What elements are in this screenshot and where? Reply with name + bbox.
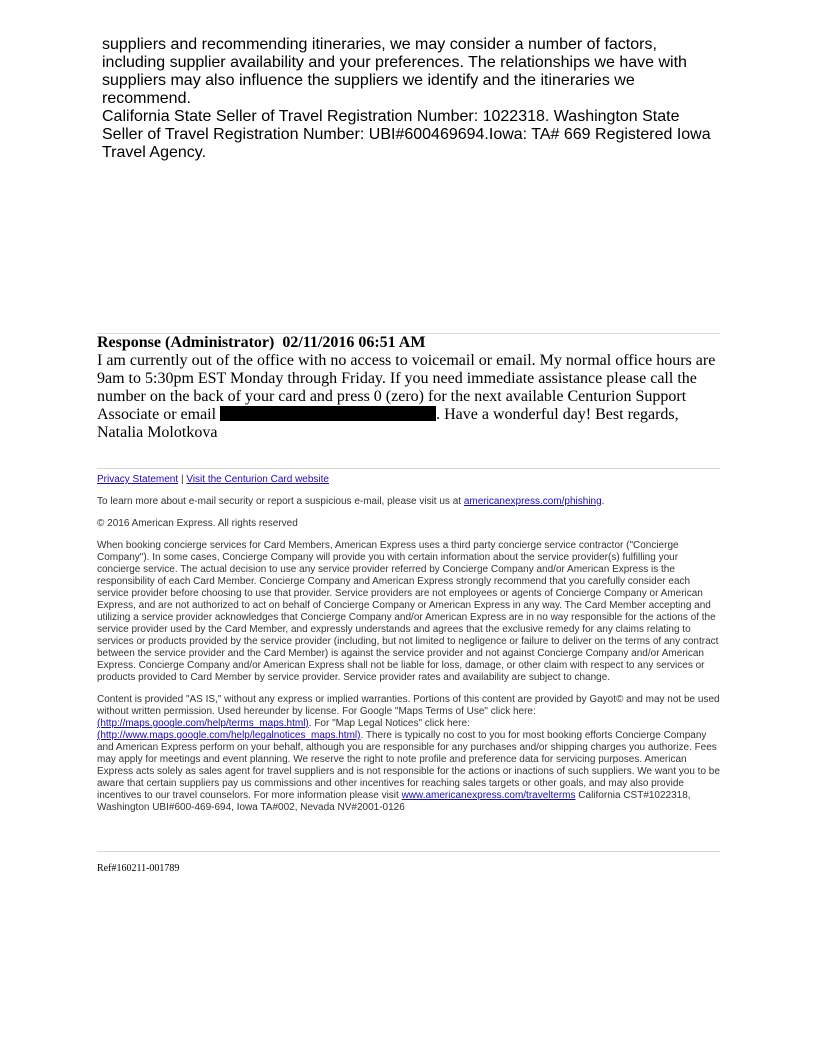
travelterms-link[interactable]: www.americanexpress.com/travelterms — [401, 790, 576, 801]
privacy-statement-link[interactable]: Privacy Statement — [97, 474, 179, 485]
response-header — [97, 334, 722, 352]
response-date: 02/11/2016 06:51 AM — [282, 334, 426, 351]
response-author: Response (Administrator) — [97, 334, 275, 351]
disclaimer-text-1: Content is provided "AS IS," without any express or implied warranties. Portions of this content are provided by Gayot© and may not be used without written permission. Used hereunder by license. For Google "Maps Terms of Use" click here: — [97, 694, 720, 717]
footer-links — [97, 474, 722, 486]
security-end: . — [601, 496, 605, 507]
response-body-closing: . Have a wonderful day! Best regards, Natalia Molotkova — [97, 406, 679, 441]
footer — [97, 474, 722, 824]
phishing-link[interactable]: americanexpress.com/phishing — [463, 496, 602, 507]
response-block — [97, 334, 722, 442]
security-text: To learn more about e-mail security or report a suspicious e-mail, please visit us at — [97, 496, 462, 507]
reference-number: Ref#160211-001789 — [97, 863, 180, 874]
response-body-text: I am currently out of the office with no access to voicemail or email. My normal office hours are 9am to 5:30pm EST Monday through Friday. If you need immediate assistance please call the number on the back of your card and press 0 (zero) for the next available Centurion Support Associate or email — [97, 352, 716, 423]
divider-bottom — [97, 851, 720, 852]
copyright: © 2016 American Express. All rights reserved — [97, 518, 298, 529]
redacted-email — [220, 406, 436, 421]
centurion-card-link[interactable]: Visit the Centurion Card website — [186, 474, 329, 485]
security-notice — [97, 496, 722, 508]
maps-terms-link[interactable]: (http://maps.google.com/help/terms_maps.html) — [97, 718, 309, 729]
disclaimer-text-3: . There is typically no cost to you for most booking efforts Concierge Company and American Express perform on your behalf, although you are responsible for any purchases and/or shipping charges you authorize. Fees may apply for meetings and event planning. We reserve the right to note profile and preference data for servicing purposes. American Express acts solely as sales agent for travel suppliers and is not responsible for the actions or inactions of such suppliers. We want you to be aware that certain suppliers pay us commissions and other incentives for reaching sales targets or other goals, and may also provide incentives to our travel counselors. For more information please visit — [97, 730, 720, 801]
concierge-disclaimer: When booking concierge services for Card Members, American Express uses a third party concierge service contractor ("Concierge Company"). In some cases, Concierge Company will provide you with certain information about the service provider(s) fulfilling your concierge service. The actual decision to use any service provider referred by Concierge Company and/or American Express is the responsibility of each Card Member. Concierge Company and American Express strongly recommend that you carefully consider each service provider before choosing to use that provider. Service providers are not employees or agents of Concierge Company or American Express, and are not authorized to act on behalf of Concierge Company or American Express in any way. The Card Member accepting and utilizing a service provider acknowledges that Concierge Company and/or American Express are in no way responsible for the actions of the service provider used by the Card Member, and expressly understands and agrees that the exclusive remedy for any claims relating to services or products provided by the service provider (including, but not limited to negligence or failure to deliver on the terms of any contract between the service provider and the Card Member) is against the service provider and not against Concierge Company and/or American Express. Concierge Company and/or American Express shall not be liable for loss, damage, or other claim with respect to any services or products provided to Card Member by service provider. Service provider rates and availability are subject to change. — [97, 540, 719, 683]
intro-paragraph-suppliers: suppliers and recommending itineraries, we may consider a number of factors, including supplier availability and your preferences. The relationships we have with suppliers may also influence the suppliers we identify and the itineraries we recommend. — [102, 36, 687, 107]
response-body — [97, 352, 722, 442]
disclaimer-text-2: . For "Map Legal Notices" click here: — [308, 718, 470, 729]
intro-paragraph-registration: California State Seller of Travel Registration Number: 1022318. Washington State Seller of Travel Registration Number: UBI#600469694.Iowa: TA# 669 Registered Iowa Travel Agency. — [102, 108, 711, 161]
disclaimer-text-4: California CST#1022318, Washington UBI#600-469-694, Iowa TA#002, Nevada NV#2001-0126 — [97, 790, 691, 813]
link-separator: | — [180, 474, 184, 485]
content-disclaimer — [97, 694, 722, 814]
maps-legal-link[interactable]: (http://www.maps.google.com/help/legalnotices_maps.html) — [97, 730, 361, 741]
intro-text — [102, 36, 722, 162]
divider-middle — [97, 468, 720, 469]
